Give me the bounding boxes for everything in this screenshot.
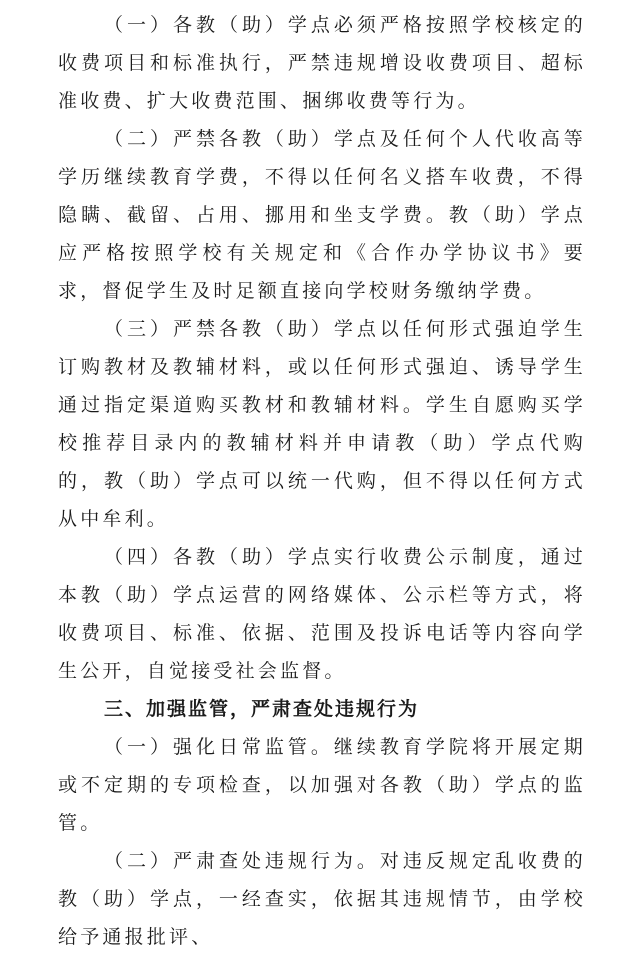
paragraph-fee-standards: （一）各教（助）学点必须严格按照学校核定的收费项目和标准执行，严禁违规增设收费项目、超标准收费、扩大收费范围、捆绑收费等行为。	[58, 14, 586, 112]
paragraph-violations: （二）严肃查处违规行为。对违反规定乱收费的教（助）学点，一经查实，依据其违规情节，由学校给予通报批评、	[58, 850, 586, 948]
paragraph-daily-supervision: （一）强化日常监管。继续教育学院将开展定期或不定期的专项检查，以加强对各教（助）学点的监管。	[58, 736, 586, 834]
paragraph-fee-publicity: （四）各教（助）学点实行收费公示制度，通过本教（助）学点运营的网络媒体、公示栏等方式，将收费项目、标准、依据、范围及投诉电话等内容向学生公开，自觉接受社会监督。	[58, 546, 586, 682]
paragraph-tuition-collection: （二）严禁各教（助）学点及任何个人代收高等学历继续教育学费，不得以任何名义搭车收费，不得隐瞒、截留、占用、挪用和坐支学费。教（助）学点应严格按照学校有关规定和《合作办学协议书》要求，督促学生及时足额直接向学校财务缴纳学费。	[58, 128, 586, 302]
section-heading: 三、加强监管，严肃查处违规行为	[104, 698, 420, 720]
paragraph-textbooks: （三）严禁各教（助）学点以任何形式强迫学生订购教材及教辅材料，或以任何形式强迫、诱导学生通过指定渠道购买教材和教辅材料。学生自愿购买学校推荐目录内的教辅材料并申请教（助）学点代购的，教（助）学点可以统一代购，但不得以任何方式从中牟利。	[58, 318, 586, 530]
